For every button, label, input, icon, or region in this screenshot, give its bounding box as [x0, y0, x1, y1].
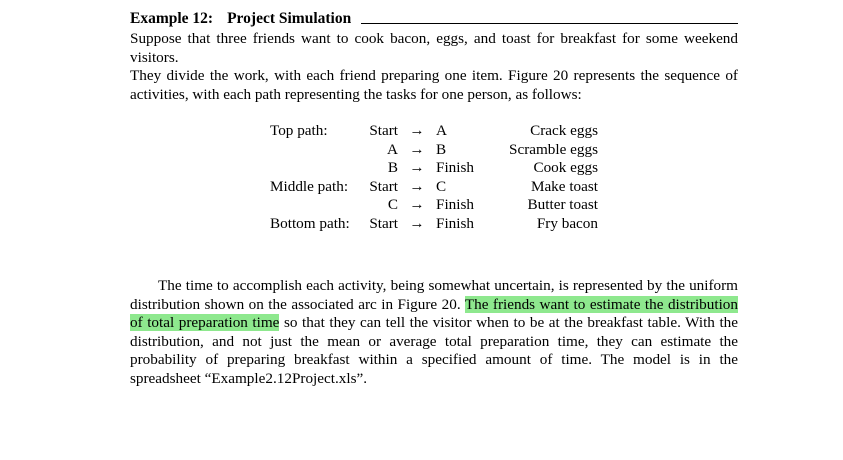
path-from-node: B: [387, 159, 398, 177]
path-to-node: Finish: [436, 159, 474, 177]
path-row: [270, 122, 598, 141]
activity-description: Butter toast: [527, 196, 598, 214]
path-from-node: Start: [369, 122, 398, 139]
intro-line-3: activities, with each path representing the tasks for one person, as follows:: [130, 85, 582, 103]
path-to-node: C: [436, 177, 447, 195]
arrow-icon: →: [409, 159, 425, 177]
path-label: Top path:: [270, 122, 328, 139]
path-label: [270, 141, 368, 160]
closing-text-1: The time to accomplish each activity, being somewhat uncertain, is represented by the uniform distribution shown on the associated arc in Figure 20.: [130, 277, 738, 313]
path-row: [270, 159, 598, 178]
highlighted-text: The friends want to estimate the distribution of total preparation time: [130, 295, 738, 332]
path-from-node: A: [387, 140, 398, 158]
path-from-node: Start: [369, 177, 398, 195]
path-row: [270, 178, 598, 197]
path-to-node: A: [436, 122, 447, 139]
path-to-node: B: [436, 140, 447, 158]
path-label: [270, 159, 368, 178]
activity-description: Scramble eggs: [509, 140, 598, 158]
intro-line-2: They divide the work, with each friend preparing one item. Figure 20 represents the sequence of: [130, 67, 738, 85]
document-page: [130, 9, 738, 387]
arrow-icon: →: [409, 122, 425, 139]
example-title: Project Simulation: [227, 10, 352, 27]
path-row: [270, 141, 598, 160]
path-label: [270, 196, 368, 215]
activity-description: Cook eggs: [533, 159, 598, 177]
activity-description: Fry bacon: [536, 214, 598, 232]
path-label: Middle path:: [270, 177, 349, 195]
heading-rule: [361, 23, 738, 24]
arrow-icon: →: [409, 214, 425, 232]
path-row: [270, 196, 598, 215]
arrow-icon: →: [409, 140, 425, 158]
activity-description: Crack eggs: [530, 122, 598, 139]
path-from-node: Start: [369, 214, 398, 232]
intro-paragraph: [130, 30, 738, 104]
example-heading: [130, 9, 738, 29]
closing-paragraph: [130, 277, 738, 389]
activity-paths-table: [270, 122, 598, 234]
activity-description: Make toast: [530, 177, 598, 195]
path-label: Bottom path:: [270, 214, 350, 232]
path-to-node: Finish: [436, 196, 474, 214]
closing-text-2: so that they can tell the visitor when to be at the breakfast table. With the distribution, and not just the mean or average total preparation time, they can estimate the probability of preparing breakfast within a specified amount of time. The model is in the spreadsheet “Example2.12Project.xls”.: [130, 314, 738, 387]
example-number: Example 12:: [130, 10, 214, 27]
arrow-icon: →: [409, 196, 425, 214]
arrow-icon: →: [409, 177, 425, 195]
intro-line-1: Suppose that three friends want to cook bacon, eggs, and toast for breakfast for some weekend visitors.: [130, 30, 738, 66]
path-row: [270, 215, 598, 234]
path-from-node: C: [387, 196, 398, 214]
path-to-node: Finish: [436, 214, 474, 232]
